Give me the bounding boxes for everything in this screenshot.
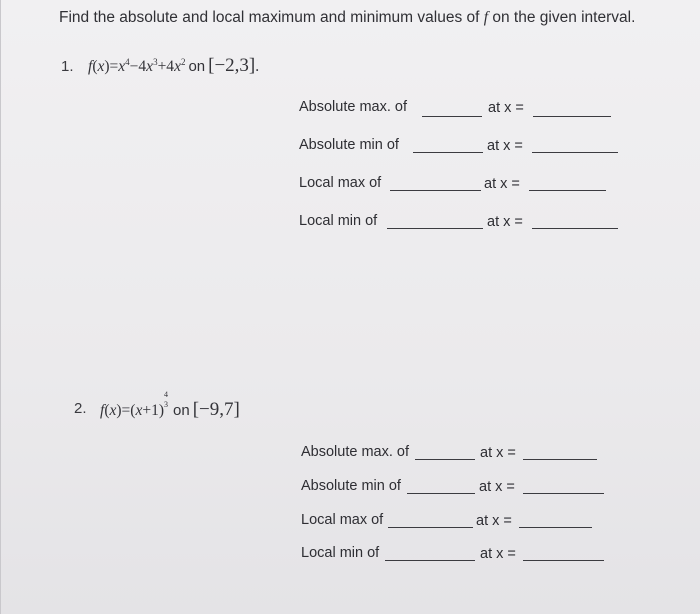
p2-answer-blank[interactable] xyxy=(385,560,475,561)
instruction-after-f: on the given interval. xyxy=(488,9,636,26)
p2-row-label: Absolute max. of xyxy=(301,444,409,460)
p2-answer-blank[interactable] xyxy=(415,459,475,460)
exponent-fraction: 4 3 xyxy=(164,390,168,409)
instruction-text xyxy=(59,9,635,27)
problem-2-function: f(x)=(x+1) 4 3 on [−9,7] xyxy=(100,390,240,420)
p1-row-label: Absolute min of xyxy=(299,137,399,153)
p2-row-label: Local max of xyxy=(301,512,384,528)
p1-at-x-label: at x = xyxy=(484,176,520,192)
p1-at-x-label: at x = xyxy=(487,214,523,230)
p2-at-x-label: at x = xyxy=(480,445,516,461)
p2-x-blank[interactable] xyxy=(523,459,597,460)
p1-row-label: Local min of xyxy=(299,213,378,229)
problem-1-function: $f(x)=x^4-4x^3+4x^2$ on [−2,3]. xyxy=(88,55,260,76)
p2-at-x-label: at x = xyxy=(479,479,515,495)
problem-2-number: 2. xyxy=(74,400,87,417)
instruction-f: f xyxy=(483,9,489,26)
problem-1-interval: [−2,3] xyxy=(208,55,256,76)
p1-x-blank[interactable] xyxy=(529,190,606,191)
p2-x-blank[interactable] xyxy=(519,527,592,528)
p2-x-blank[interactable] xyxy=(523,560,604,561)
p1-at-x-label: at x = xyxy=(487,138,523,154)
p1-x-blank[interactable] xyxy=(533,116,611,117)
p1-x-blank[interactable] xyxy=(532,152,618,153)
p1-row-label: Local max of xyxy=(299,175,382,191)
p1-row-label: Absolute max. of xyxy=(299,99,407,115)
p2-x-blank[interactable] xyxy=(523,493,604,494)
p2-at-x-label: at x = xyxy=(480,546,516,562)
p1-answer-blank[interactable] xyxy=(422,116,482,117)
problem-1-number: 1. xyxy=(61,58,74,75)
p2-answer-blank[interactable] xyxy=(407,493,475,494)
instruction-before-f: Find the absolute and local maximum and minimum values of xyxy=(59,9,484,26)
p2-answer-blank[interactable] xyxy=(388,527,473,528)
p1-answer-blank[interactable] xyxy=(390,190,481,191)
p1-answer-blank[interactable] xyxy=(413,152,483,153)
p1-x-blank[interactable] xyxy=(532,228,618,229)
p1-at-x-label: at x = xyxy=(488,100,524,116)
p2-row-label: Absolute min of xyxy=(301,478,401,494)
problem-2-interval: [−9,7] xyxy=(192,399,240,420)
p2-row-label: Local min of xyxy=(301,545,380,561)
p2-at-x-label: at x = xyxy=(476,513,512,529)
p1-answer-blank[interactable] xyxy=(387,228,483,229)
